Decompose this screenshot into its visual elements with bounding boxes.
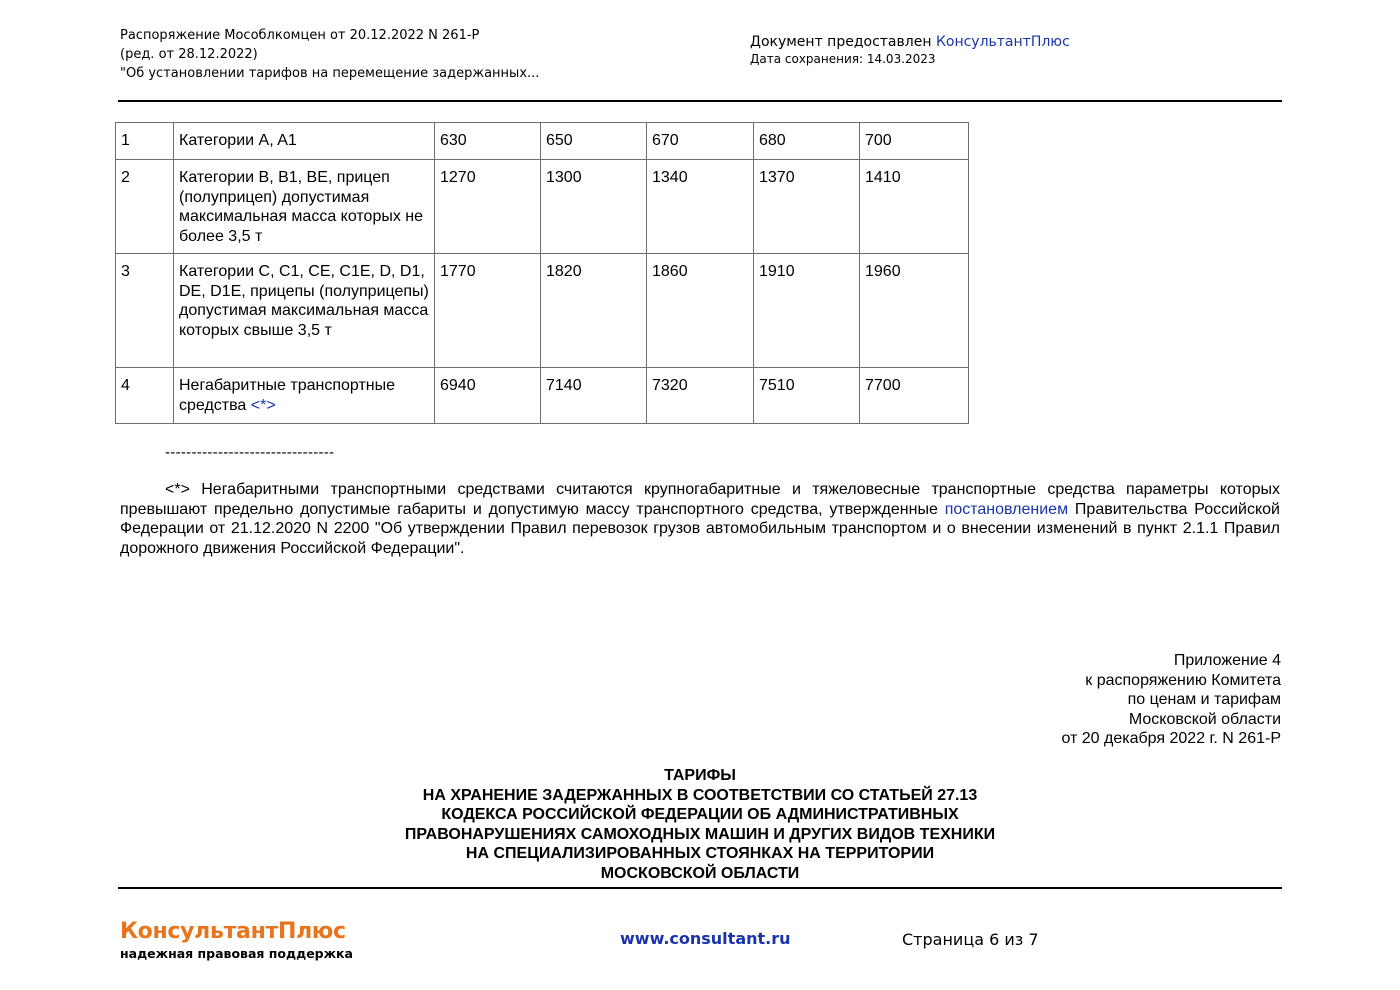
tariff-value: 7320 <box>647 368 754 424</box>
table-row <box>116 368 969 424</box>
tariff-value: 1340 <box>647 160 754 254</box>
row-number: 2 <box>116 160 174 254</box>
tariff-value: 700 <box>860 123 969 160</box>
provider-line <box>750 33 1070 51</box>
provider-prefix: Документ предоставлен <box>750 34 936 50</box>
section-title <box>300 766 1100 883</box>
document-edition-line: (ред. от 28.12.2022) <box>120 47 258 62</box>
appendix-line: Приложение 4 <box>1173 652 1281 669</box>
footnote-text-after: Правительства Российской Федерации от 21.12.2020 N 2200 "Об утверждении Правил перевозок грузов автомобильным транспортом и о внесении изменений в пункт 2.1.1 Правил дорожного движения Российской Федерации". <box>120 500 1280 557</box>
document-subject-line: "Об установлении тарифов на перемещение задержанных... <box>120 66 540 81</box>
footnote-text <box>120 480 1280 558</box>
tariff-value: 7700 <box>860 368 969 424</box>
document-header-citation <box>120 26 539 83</box>
provider-brand-link[interactable]: КонсультантПлюс <box>935 34 1070 50</box>
appendix-line: от 20 декабря 2022 г. N 261-Р <box>1061 730 1281 747</box>
tariff-value: 650 <box>541 123 647 160</box>
table-row <box>116 160 969 254</box>
vehicle-category-text: Категории B, B1, BE, прицеп (полуприцеп) допустимая максимальная масса которых не более 3,5 т <box>179 169 424 245</box>
title-line: МОСКОВСКОЙ ОБЛАСТИ <box>600 864 800 882</box>
tariff-value: 1910 <box>754 254 860 368</box>
table-row <box>116 254 969 368</box>
page-counter: Страница 6 из 7 <box>902 930 1039 949</box>
saved-date: Дата сохранения: 14.03.2023 <box>750 52 936 66</box>
tariff-value: 7140 <box>541 368 647 424</box>
vehicle-category <box>174 368 435 424</box>
website-link[interactable]: www.consultant.ru <box>620 929 791 948</box>
vehicle-category-text: Негабаритные транспортные средства <box>179 377 396 414</box>
brand-logo: КонсультантПлюс <box>120 919 346 944</box>
footnote-separator: -------------------------------- <box>165 444 335 461</box>
appendix-reference <box>1061 651 1281 749</box>
tariff-value: 1770 <box>435 254 541 368</box>
tariff-value: 1410 <box>860 160 969 254</box>
tariff-value: 630 <box>435 123 541 160</box>
vehicle-category <box>174 123 435 160</box>
tariff-value: 1370 <box>754 160 860 254</box>
tariff-value: 670 <box>647 123 754 160</box>
footnote-link[interactable]: <*> <box>250 396 276 414</box>
appendix-line: Московской области <box>1128 710 1281 728</box>
vehicle-category <box>174 160 435 254</box>
row-number: 1 <box>116 123 174 160</box>
tariff-value: 1820 <box>541 254 647 368</box>
title-line: НА СПЕЦИАЛИЗИРОВАННЫХ СТОЯНКАХ НА ТЕРРИТОРИИ <box>465 845 935 862</box>
row-number: 3 <box>116 254 174 368</box>
brand-tagline: надежная правовая поддержка <box>120 946 353 961</box>
tariff-value: 1300 <box>541 160 647 254</box>
tariff-value: 1960 <box>860 254 969 368</box>
tariff-value: 7510 <box>754 368 860 424</box>
vehicle-category-text: Категории A, A1 <box>179 132 297 149</box>
row-number: 4 <box>116 368 174 424</box>
appendix-line: по ценам и тарифам <box>1127 691 1281 708</box>
table-row <box>116 123 969 160</box>
resolution-link[interactable]: постановлением <box>944 500 1069 518</box>
title-line: КОДЕКСА РОССИЙСКОЙ ФЕДЕРАЦИИ ОБ АДМИНИСТРАТИВНЫХ <box>441 806 959 823</box>
title-line: ТАРИФЫ <box>664 767 736 784</box>
appendix-line: к распоряжению Комитета <box>1085 671 1281 689</box>
tariff-value: 6940 <box>435 368 541 424</box>
vehicle-category <box>174 254 435 368</box>
document-title-line: Распоряжение Мособлкомцен от 20.12.2022 N 261-Р <box>120 28 480 43</box>
title-line: ПРАВОНАРУШЕНИЯХ САМОХОДНЫХ МАШИН И ДРУГИХ ВИДОВ ТЕХНИКИ <box>404 825 996 843</box>
tariff-value: 1270 <box>435 160 541 254</box>
document-provider-info <box>750 33 1070 67</box>
title-line: НА ХРАНЕНИЕ ЗАДЕРЖАННЫХ В СООТВЕТСТВИИ СО СТАТЬЕЙ 27.13 <box>422 786 978 804</box>
footer-divider <box>118 887 1282 889</box>
vehicle-category-text: Категории C, C1, CE, C1E, D, D1, DE, D1E, прицепы (полуприцепы) допустимая максимальная масса которых свыше 3,5 т <box>179 263 429 339</box>
header-divider <box>118 100 1282 102</box>
footnote-text-before: <*> Негабаритными транспортными средствами считаются крупногабаритные и тяжеловесные транспортные средства параметры которых превышают предельно допустимые габариты и допустимую массу транспортного средства, утвержденные <box>120 481 1280 518</box>
tariff-value: 1860 <box>647 254 754 368</box>
tariff-table <box>115 122 969 424</box>
tariff-value: 680 <box>754 123 860 160</box>
